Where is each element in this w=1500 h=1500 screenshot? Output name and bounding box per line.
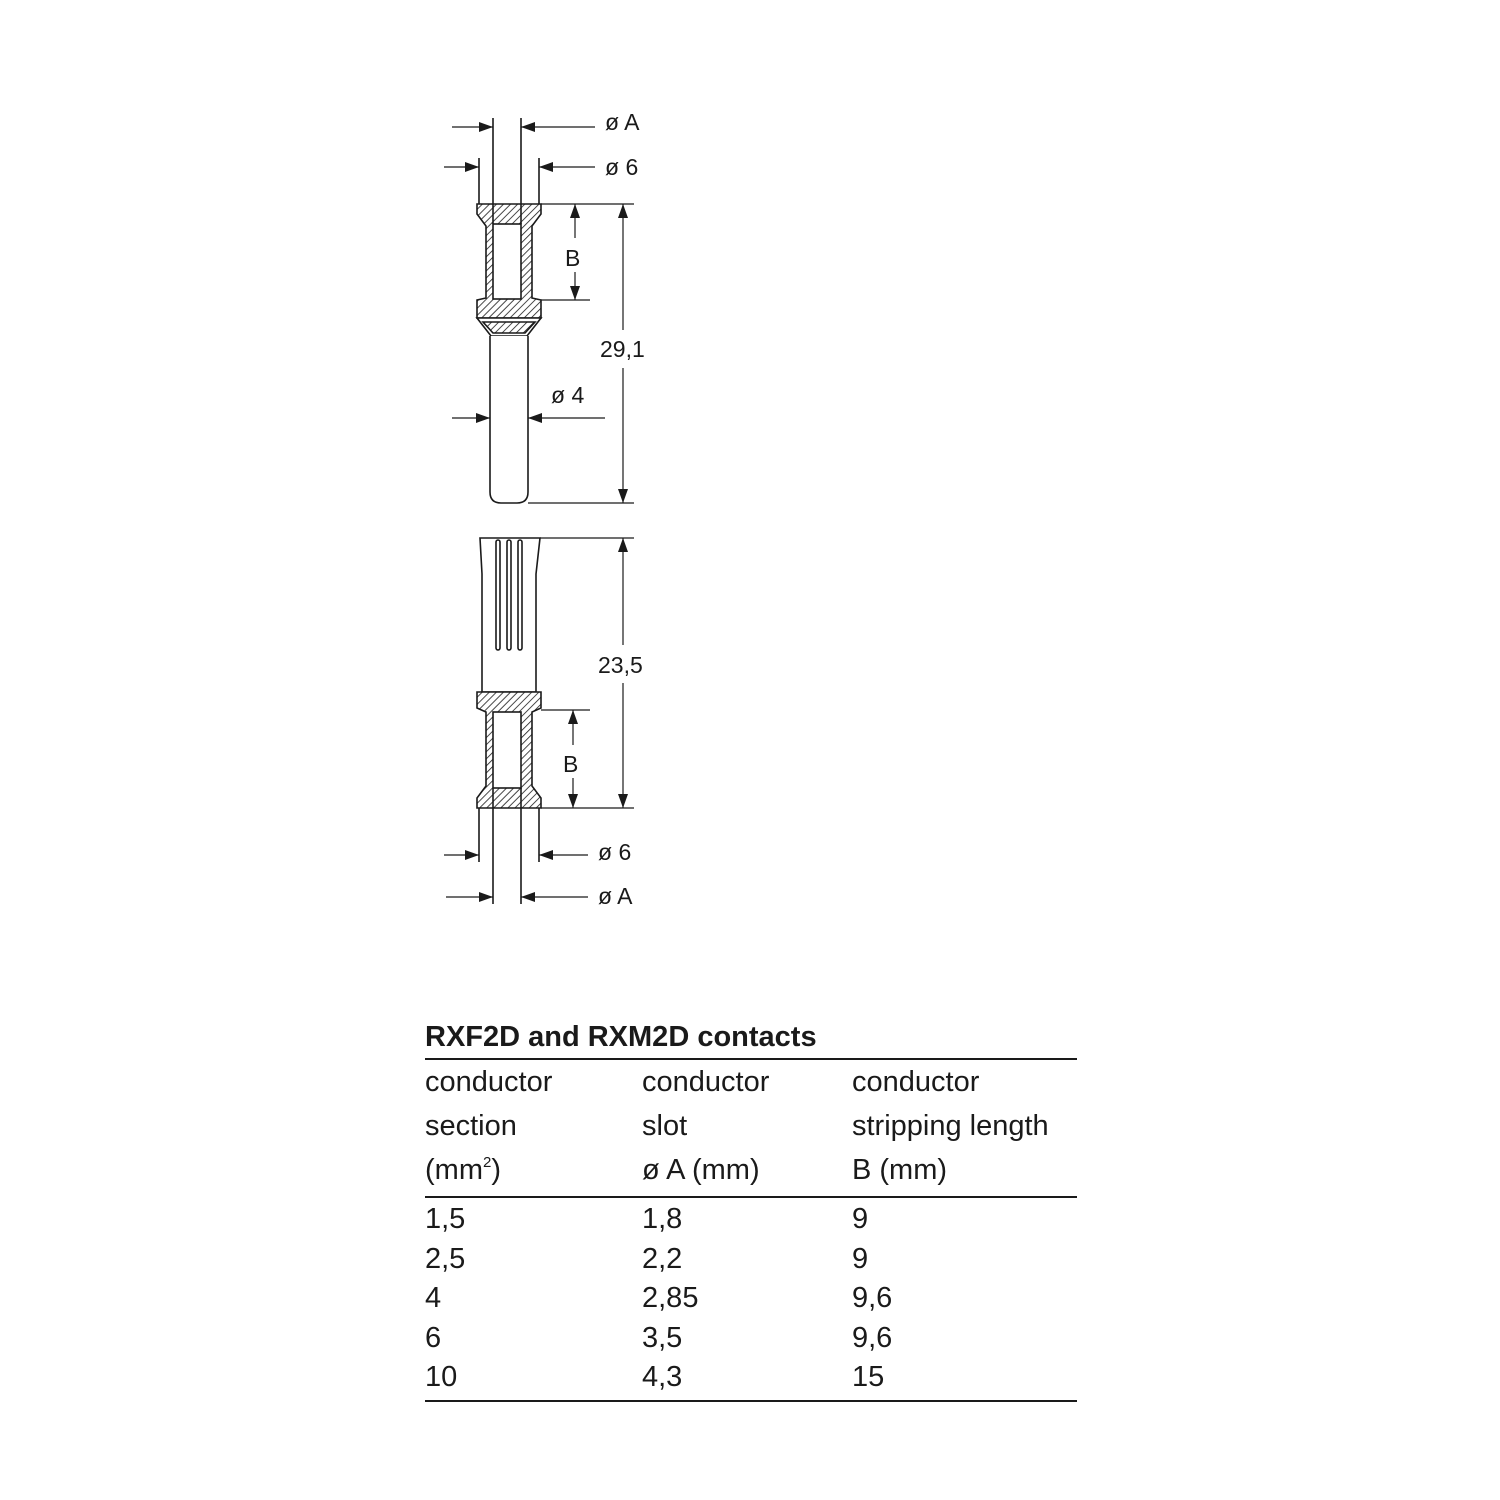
table-row bbox=[425, 1358, 1077, 1398]
female-dim-barrel-label: ø 6 bbox=[598, 839, 632, 865]
table-title: RXF2D and RXM2D contacts bbox=[425, 1021, 817, 1053]
male-dim-strip-label: B bbox=[565, 245, 581, 271]
cell-section: 2,5 bbox=[425, 1242, 466, 1275]
cell-section: 4 bbox=[425, 1282, 442, 1315]
cell-slot: 2,2 bbox=[642, 1242, 683, 1275]
cell-slot: 3,5 bbox=[642, 1321, 683, 1354]
header-section-line1: conductor bbox=[425, 1066, 553, 1098]
male-contact bbox=[477, 118, 541, 503]
table-bottom-rule bbox=[425, 1400, 1077, 1402]
male-dim-length-label: 29,1 bbox=[600, 336, 645, 362]
cell-section: 10 bbox=[425, 1361, 458, 1394]
cell-slot: 4,3 bbox=[642, 1361, 683, 1394]
table-row bbox=[425, 1279, 1077, 1319]
contacts-spec-table bbox=[425, 1018, 1077, 1402]
female-contact bbox=[477, 538, 541, 904]
header-strip-line3: B (mm) bbox=[852, 1154, 948, 1186]
table-body bbox=[425, 1198, 1077, 1400]
header-section-unit-sup: 2 bbox=[482, 1154, 492, 1171]
header-slot-line2: slot bbox=[642, 1110, 688, 1142]
cell-slot: 2,85 bbox=[642, 1282, 699, 1315]
header-row-3 bbox=[425, 1148, 1077, 1192]
cell-strip: 9 bbox=[852, 1242, 869, 1275]
cell-strip: 9,6 bbox=[852, 1321, 893, 1354]
cell-strip: 15 bbox=[852, 1361, 885, 1394]
header-row-1 bbox=[425, 1060, 1077, 1104]
cell-section: 6 bbox=[425, 1321, 442, 1354]
male-dim-wire-label: ø A bbox=[605, 109, 640, 135]
cell-strip: 9,6 bbox=[852, 1282, 893, 1315]
header-slot-line3: ø A (mm) bbox=[642, 1154, 760, 1186]
header-section-line2: section bbox=[425, 1110, 517, 1142]
table-row bbox=[425, 1240, 1077, 1280]
female-dim-strip-label: B bbox=[563, 751, 579, 777]
female-dimensions bbox=[444, 538, 643, 909]
header-section-unit: (mm bbox=[425, 1154, 483, 1186]
female-dim-length-label: 23,5 bbox=[598, 652, 643, 678]
male-dimensions bbox=[444, 109, 645, 503]
cell-strip: 9 bbox=[852, 1203, 869, 1235]
male-dim-barrel-label: ø 6 bbox=[605, 154, 639, 180]
table-row bbox=[425, 1319, 1077, 1359]
header-slot-line1: conductor bbox=[642, 1066, 770, 1098]
header-strip-line2: stripping length bbox=[852, 1110, 1049, 1142]
header-section-line3 bbox=[425, 1148, 642, 1192]
cell-section: 1,5 bbox=[425, 1203, 466, 1235]
cell-slot: 1,8 bbox=[642, 1203, 683, 1235]
male-dim-pin-label: ø 4 bbox=[551, 382, 585, 408]
table-row bbox=[425, 1200, 1077, 1240]
header-strip-line1: conductor bbox=[852, 1066, 980, 1098]
header-section-unit-end: ) bbox=[491, 1154, 501, 1186]
female-dim-wire-label: ø A bbox=[598, 883, 633, 909]
header-row-2 bbox=[425, 1104, 1077, 1148]
table-header bbox=[425, 1060, 1077, 1196]
